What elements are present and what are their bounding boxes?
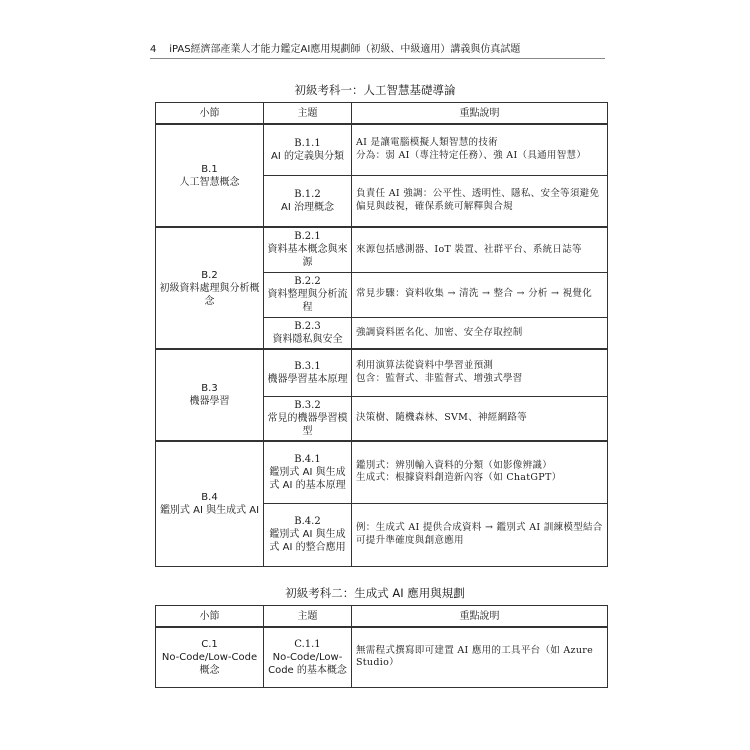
table2-caption: 初級考科二：生成式 AI 應用與規劃 — [285, 586, 465, 600]
section-cell — [156, 441, 264, 566]
section-code: B.3 — [201, 383, 218, 394]
topic-cell — [264, 627, 352, 687]
section-cell — [156, 227, 264, 349]
notes-cell — [352, 396, 608, 441]
topic-title: 鑑別式 AI 與生成式 AI 的整合應用 — [269, 529, 346, 553]
col-header-notes: 重點說明 — [352, 606, 608, 628]
col-header-topic: 主題 — [264, 103, 352, 125]
page-number: 4 — [150, 44, 157, 55]
topic-code: C.1.1 — [294, 638, 321, 650]
notes-cell — [352, 175, 608, 227]
topic-title: 資料基本概念與來源 — [267, 244, 348, 269]
table-row — [156, 124, 608, 175]
notes-line: 常見步驟：資料收集 → 清洗 → 整合 → 分析 → 視覺化 — [356, 288, 592, 300]
topic-cell — [264, 227, 352, 272]
topic-code: B.2.1 — [294, 231, 321, 243]
section-name: 機器學習 — [189, 396, 230, 407]
notes-line: 利用演算法從資料中學習並預測 — [356, 360, 494, 372]
notes-line: 來源包括感測器、IoT 裝置、社群平台、系統日誌等 — [356, 243, 582, 255]
col-header-section: 小節 — [156, 606, 264, 628]
topic-title: AI 治理概念 — [281, 201, 334, 213]
topic-title: No-Code/Low-Code 的基本概念 — [268, 651, 347, 676]
running-header — [150, 40, 610, 55]
notes-line: 無需程式撰寫即可建置 AI 應用的工具平台（如 Azure Studio） — [356, 644, 594, 669]
topic-cell — [264, 349, 352, 396]
topic-title: AI 的定義與分類 — [271, 150, 344, 162]
running-title: iPAS經濟部產業人才能力鑑定AI應用規劃師（初級、中級適用）講義與仿真試題 — [169, 44, 521, 55]
table-row — [156, 349, 608, 396]
notes-cell — [352, 503, 608, 566]
notes-cell — [352, 441, 608, 503]
notes-line: 例：生成式 AI 提供合成資料 → 鑑別式 AI 訓練模型結合可提升準確度與創意應用 — [356, 522, 603, 546]
notes-cell — [352, 627, 608, 687]
section-name: 人工智慧概念 — [179, 176, 240, 188]
notes-line: 分為：弱 AI（專注特定任務）、強 AI（具通用智慧） — [356, 149, 587, 161]
topic-title: 資料整理與分析流程 — [267, 289, 348, 313]
section-cell — [156, 349, 264, 441]
section-code: C.1 — [201, 638, 218, 650]
table-row — [156, 227, 608, 272]
topic-cell — [264, 396, 352, 441]
col-header-notes: 重點說明 — [352, 103, 608, 125]
topic-title: 鑑別式 AI 與生成式 AI 的基本原理 — [269, 466, 346, 491]
notes-cell — [352, 349, 608, 396]
table2 — [155, 605, 608, 688]
notes-cell — [352, 227, 608, 272]
topic-cell — [264, 317, 352, 349]
topic-cell — [264, 175, 352, 227]
col-header-section: 小節 — [156, 103, 264, 125]
table-row — [156, 627, 608, 687]
topic-title: 常見的機器學習模型 — [267, 412, 348, 437]
notes-line: 包含：監督式、非監督式、增強式學習 — [356, 372, 523, 384]
topic-code: B.3.1 — [294, 360, 321, 372]
section-code: B.4 — [201, 491, 218, 503]
notes-line: 強調資料匿名化、加密、安全存取控制 — [356, 326, 523, 338]
section-code: B.1 — [201, 163, 218, 175]
notes-line: 負責任 AI 強調：公平性、透明性、隱私、安全等須避免偏見與歧視，確保系統可解釋與合規 — [356, 188, 600, 212]
header-rule — [150, 58, 605, 59]
topic-cell — [264, 124, 352, 175]
topic-cell — [264, 503, 352, 566]
notes-line: 鑑別式：辨別輸入資料的分類（如影像辨識） — [356, 459, 553, 471]
table1 — [155, 102, 608, 567]
topic-code: B.4.1 — [294, 453, 321, 465]
topic-code: B.1.1 — [294, 137, 321, 149]
notes-cell — [352, 317, 608, 349]
table-row — [156, 441, 608, 503]
notes-line: 生成式：根據資料創造新內容（如 ChatGPT） — [356, 472, 562, 484]
section-cell — [156, 124, 264, 227]
section-cell — [156, 627, 264, 687]
notes-cell — [352, 272, 608, 317]
topic-title: 資料隱私與安全 — [272, 333, 343, 345]
topic-cell — [264, 272, 352, 317]
section-name: 初級資料處理與分析概念 — [159, 282, 260, 307]
col-header-topic: 主題 — [264, 606, 352, 628]
table1-caption: 初級考科一：人工智慧基礎導論 — [294, 83, 456, 97]
section-code: B.2 — [201, 269, 218, 281]
topic-code: B.2.2 — [294, 276, 321, 287]
section-name: No-Code/Low-Code 概念 — [161, 651, 258, 676]
notes-line: AI 是讓電腦模擬人類智慧的技術 — [356, 137, 498, 149]
notes-cell — [352, 124, 608, 175]
section-name: 鑑別式 AI 與生成式 AI — [159, 504, 260, 516]
topic-code: B.2.3 — [294, 320, 321, 332]
topic-code: B.4.2 — [294, 516, 321, 527]
topic-title: 機器學習基本原理 — [267, 373, 348, 385]
topic-code: B.3.2 — [294, 399, 321, 411]
topic-code: B.1.2 — [294, 188, 321, 200]
topic-cell — [264, 441, 352, 503]
notes-line: 決策樹、隨機森林、SVM、神經網路等 — [356, 412, 527, 424]
